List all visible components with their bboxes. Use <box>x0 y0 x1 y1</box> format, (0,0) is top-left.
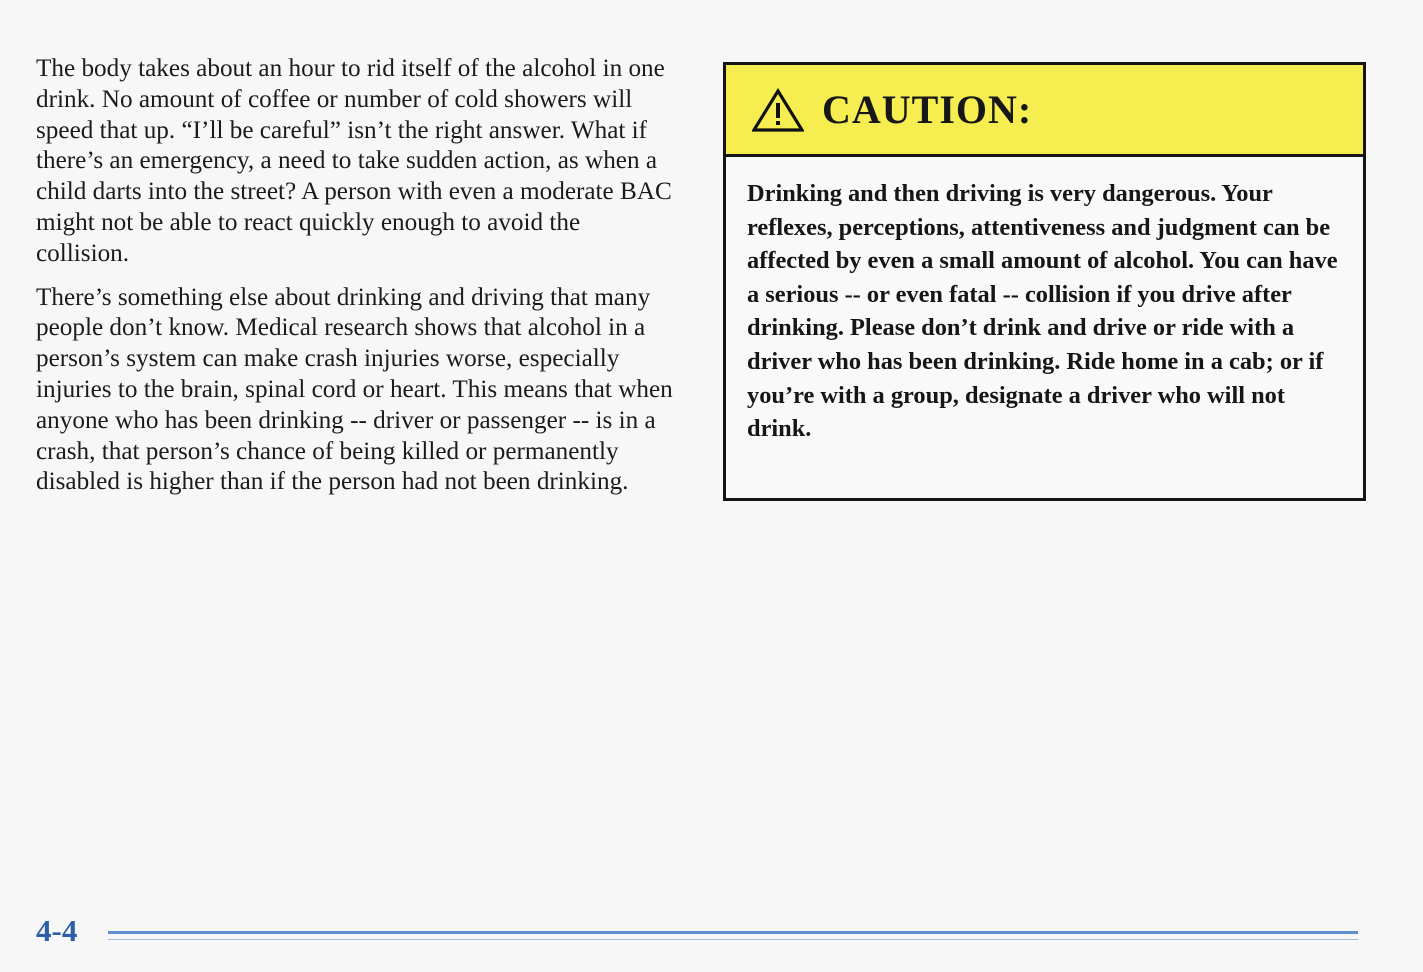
caution-title: CAUTION: <box>822 87 1033 132</box>
paragraph-crash-injuries: There’s something else about drinking and driving that many people don’t know. Medical research shows that alcohol in a person’s system can make crash injuries worse, especially injuries to the brain, spinal cord or heart. This means that when anyone who has been drinking -- driver or passenger -- is in a crash, that person’s chance of being killed or permanently disabled is higher than if the person had not been drinking. <box>36 283 673 496</box>
footer-rule-thin <box>108 939 1358 940</box>
page-footer <box>36 913 1359 953</box>
paragraph-alcohol-elimination: The body takes about an hour to rid itself of the alcohol in one drink. No amount of coffee or number of cold showers will speed that up. “I’ll be careful” isn’t the right answer. What if there’s an emergency, a need to take sudden action, as when a child darts into the street? A person with even a moderate BAC might not be able to react quickly enough to avoid the collision. <box>36 55 672 267</box>
body-text-column <box>36 54 676 511</box>
caution-body-text: Drinking and then driving is very dangerous. Your reflexes, perceptions, attentiveness and judgment can be affected by even a small amount of alcohol. You can have a serious -- or even fatal -- collision if you drive after drinking. Please don’t drink and drive or ride with a driver who has been drinking. Ride home in a cab; or if you’re with a group, designate a driver who will not drink. <box>747 180 1338 443</box>
warning-triangle-icon <box>752 88 804 132</box>
footer-rule <box>108 931 1358 934</box>
caution-header <box>726 65 1363 157</box>
caution-box <box>723 62 1366 501</box>
page-number: 4-4 <box>36 913 78 948</box>
